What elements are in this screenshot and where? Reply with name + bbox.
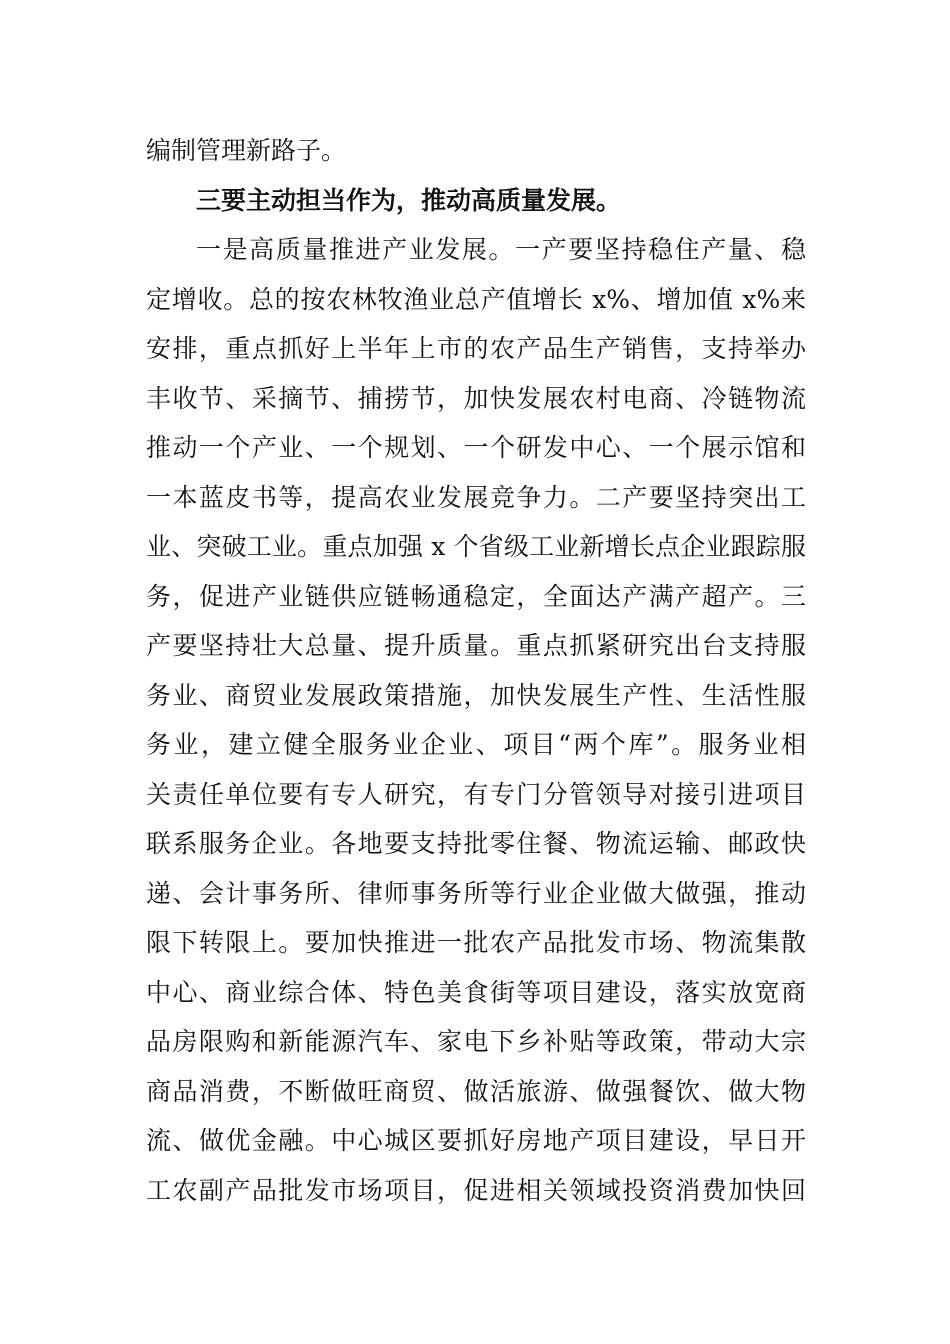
text-line: 联系服务企业。各地要支持批零住餐、物流运输、邮政快 [146,829,806,858]
text-line: 商品消费，不断做旺商贸、做活旅游、做强餐饮、做大物 [146,1076,806,1106]
text-line: 关责任单位要有专人研究，有专门分管领导对接引进项目 [146,779,806,809]
section-heading: 三要主动担当作为，推动高质量发展。 [196,185,622,215]
text-line: 推动一个产业、一个规划、一个研发中心、一个展示馆和 [146,433,806,462]
text-line: 品房限购和新能源汽车、家电下乡补贴等政策，带动大宗 [146,1027,806,1056]
text-line: 编制管理新路子。 [146,136,347,165]
text-line: 务，促进产业链供应链畅通稳定，全面达产满产超产。三 [146,581,806,611]
text-line: 务业，建立健全服务业企业、项目“两个库”。服务业相 [146,730,806,759]
text-line: 流、做优金融。中心城区要抓好房地产项目建设，早日开 [146,1126,806,1155]
text-line: 工农副产品批发市场项目，促进相关领域投资消费加快回 [146,1175,806,1205]
text-line: 业、突破工业。重点加强 x 个省级工业新增长点企业跟踪服 [146,532,806,561]
text-line: 务业、商贸业发展政策措施，加快发展生产性、生活性服 [146,680,806,710]
text-line: 产要坚持壮大总量、提升质量。重点抓紧研究出台支持服 [146,631,806,660]
text-line: 定增收。总的按农林牧渔业总产值增长 x%、增加值 x%来 [146,284,806,314]
text-line: 中心、商业综合体、特色美食街等项目建设，落实放宽商 [146,977,806,1007]
text-line: 递、会计事务所、律师事务所等行业企业做大做强，推动 [146,878,806,908]
text-line: 一本蓝皮书等，提高农业发展竞争力。二产要坚持突出工 [146,482,806,512]
text-line: 安排，重点抓好上半年上市的农产品生产销售，支持举办 [146,334,806,363]
body-text [146,126,806,1215]
text-line: 限下转限上。要加快推进一批农产品批发市场、物流集散 [146,928,806,957]
text-line: 一是高质量推进产业发展。一产要坚持稳住产量、稳 [196,235,806,264]
text-line: 丰收节、采摘节、捕捞节，加快发展农村电商、冷链物流 [146,383,806,413]
